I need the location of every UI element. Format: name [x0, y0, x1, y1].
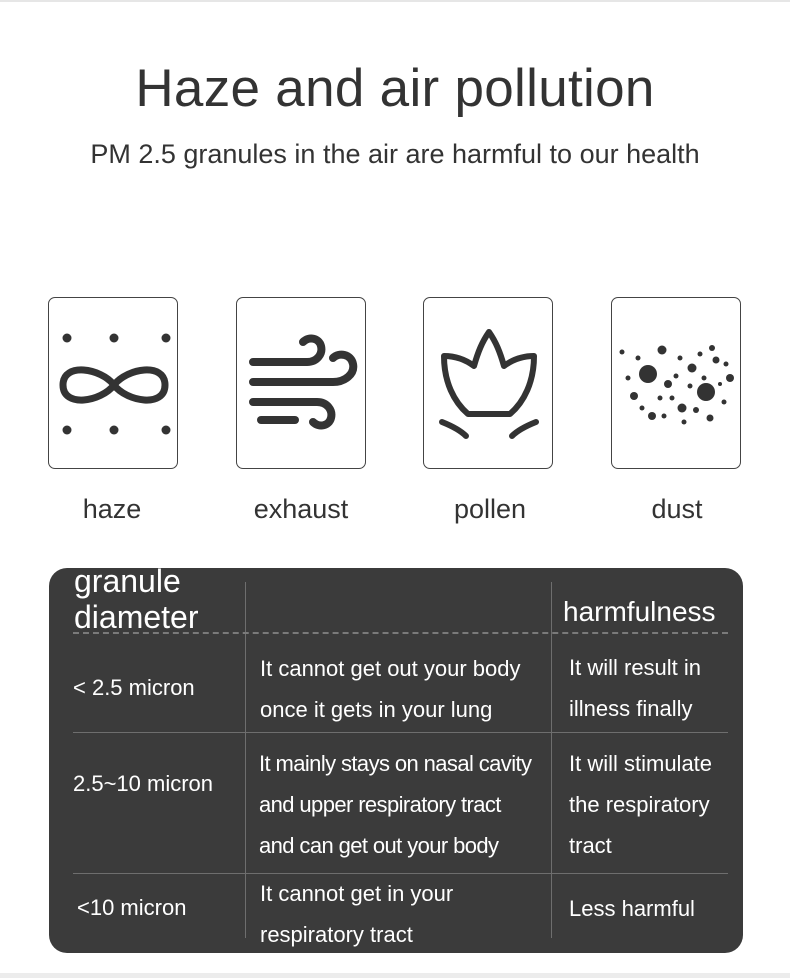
row1-harm-line: illness finally	[569, 696, 693, 721]
row1-harm-line: It will result in	[569, 655, 702, 680]
granule-comparison-table	[49, 568, 743, 953]
row1-effect	[260, 648, 521, 730]
pollutant-label-dust: dust	[651, 494, 703, 524]
pollutant-label-haze: haze	[82, 494, 142, 524]
wind-icon	[237, 298, 367, 470]
header-granule-text: granule	[74, 568, 181, 599]
row3-harm	[569, 888, 695, 929]
row3-effect-line: respiratory tract	[260, 922, 413, 947]
page-subtitle: PM 2.5 granules in the air are harmful to our health	[90, 139, 700, 169]
infinity-icon	[49, 298, 179, 470]
row1-diameter: < 2.5 micron	[73, 675, 195, 700]
pollutant-card-haze	[48, 297, 178, 469]
row2-harm-line: tract	[569, 833, 612, 858]
row2-effect-line: It mainly stays on nasal cavity	[259, 751, 532, 776]
row1-effect-line: It cannot get out your body	[260, 656, 521, 681]
row-divider	[73, 732, 728, 733]
row1-harm	[569, 647, 701, 729]
row3-diameter: <10 micron	[77, 895, 187, 920]
pollutant-label-exhaust: exhaust	[253, 494, 349, 524]
row2-diameter: 2.5~10 micron	[73, 771, 214, 796]
pollutant-card-pollen	[423, 297, 553, 469]
bottom-divider	[0, 973, 790, 978]
pollutant-card-dust	[611, 297, 741, 469]
header-harmfulness: harmfulness	[563, 596, 716, 627]
row2-effect	[259, 743, 531, 866]
column-divider	[551, 582, 552, 938]
header-diameter-text: diameter	[74, 599, 199, 635]
header-granule-diameter	[74, 568, 199, 635]
row3-harm-line: Less harmful	[569, 896, 695, 921]
flower-icon	[424, 298, 554, 470]
top-divider	[0, 0, 790, 2]
dust-particles-icon	[612, 298, 742, 470]
row2-harm-line: It will stimulate	[569, 751, 713, 776]
row3-effect	[260, 873, 453, 953]
row1-effect-line: once it gets in your lung	[260, 697, 493, 722]
row2-harm	[569, 743, 712, 866]
pollutant-label-pollen: pollen	[453, 494, 527, 524]
row2-harm-line: the respiratory	[569, 792, 710, 817]
row2-effect-line: and upper respiratory tract	[259, 792, 501, 817]
row3-effect-line: It cannot get in your	[260, 881, 454, 906]
pollutant-card-exhaust	[236, 297, 366, 469]
row2-effect-line: and can get out your body	[259, 833, 499, 858]
page-title: Haze and air pollution	[135, 59, 655, 118]
column-divider	[245, 582, 246, 938]
